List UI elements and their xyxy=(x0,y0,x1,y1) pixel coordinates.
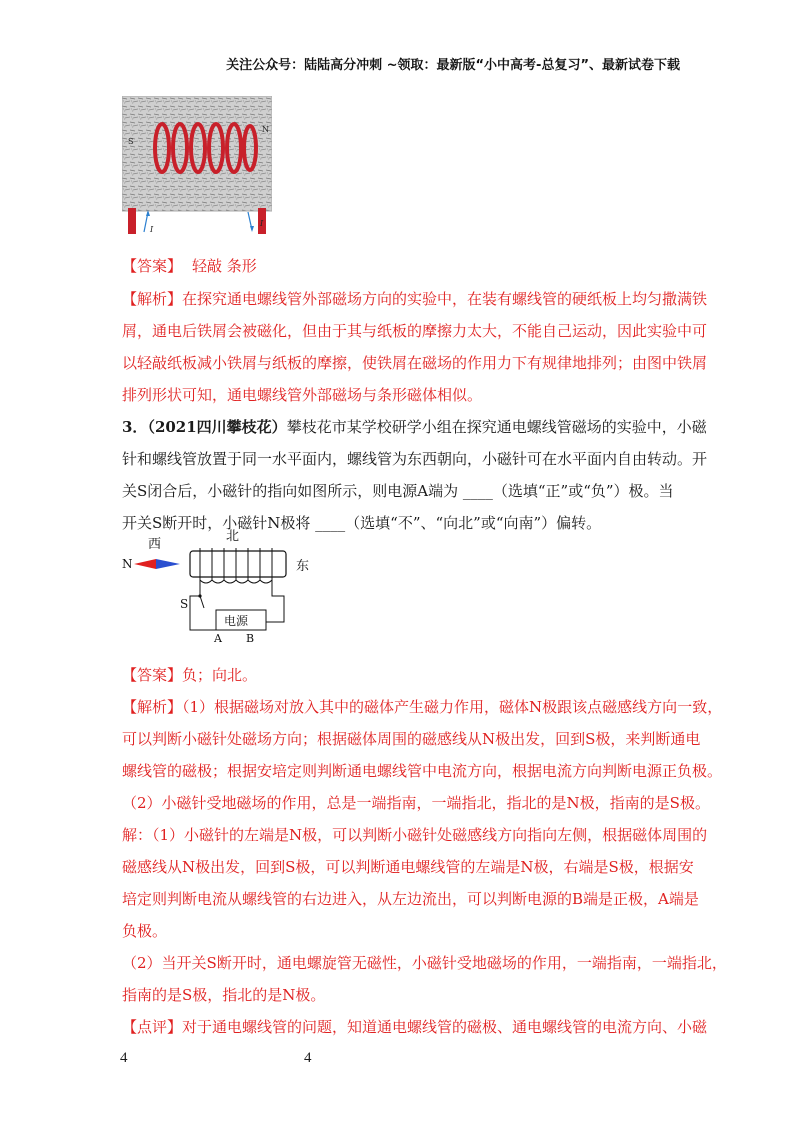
solenoid-iron-filings-photo xyxy=(122,96,272,236)
q3-question-line-2: 针和螺线管放置于同一水平面内，螺线管为东西朝向，小磁针可在水平面内自由转动。开 xyxy=(122,450,708,468)
q3-answer xyxy=(122,665,257,685)
q3-comment-text: 对于通电螺线管的问题，知道通电螺线管的磁极、通电螺线管的电流方向、小磁 xyxy=(182,1018,708,1036)
q3-analysis-line-5: 解：（1）小磁针的左端是N极，可以判断小磁针处磁感线方向指向左侧，根据磁体周围的 xyxy=(122,826,708,844)
photo-n-label: N xyxy=(262,125,269,134)
q3-comment xyxy=(122,1017,707,1037)
q3-analysis-line-4: （2）小磁针受地磁场的作用，总是一端指南，一端指北，指北的是N极，指南的是S极。 xyxy=(122,794,710,812)
q2-answer xyxy=(122,256,257,276)
q3-comment-tag: 【点评】 xyxy=(122,1018,183,1036)
needle-north-half xyxy=(134,559,156,569)
q3-analysis-line-10: 指南的是S极，指北的是N极。 xyxy=(122,986,326,1004)
q3-question-line-3: 关S闭合后，小磁针的指向如图所示，则电源A端为 ____（选填“正”或“负”）极。当 xyxy=(122,482,674,500)
q2-analysis-line-4: 排列形状可知，通电螺线管外部磁场与条形磁体相似。 xyxy=(122,386,483,404)
diagram-power-label: 电源 xyxy=(224,614,249,628)
diagram-terminal-b: B xyxy=(246,632,255,644)
q3-analysis-line-2: 可以判断小磁针处磁场方向；根据磁体周围的磁感线从N极出发，回到S极，来判断通电 xyxy=(122,730,701,748)
q3-analysis-tag: 【解析】 xyxy=(122,698,183,716)
q3-analysis-line-3: 螺线管的磁极；根据安培定则判断通电螺线管中电流方向，根据电流方向判断电源正负极。 xyxy=(122,762,723,780)
page-number-center: 4 xyxy=(304,1050,312,1066)
q3-analysis-line-7: 培定则判断电流从螺线管的右边进入，从左边流出，可以判断电源的B端是正极，A端是 xyxy=(122,890,699,908)
q2-analysis-line-2: 屑，通电后铁屑会被磁化，但由于其与纸板的摩擦力太大，不能自己运动，因此实验中可 xyxy=(122,322,708,340)
photo-current-left-label: I xyxy=(150,225,154,234)
photo-current-right-label: I xyxy=(260,219,264,228)
q3-source: （2021四川攀枝花） xyxy=(147,418,287,436)
photo-s-label: S xyxy=(128,137,134,146)
diagram-switch-label: S xyxy=(180,597,189,611)
q3-analysis-line-9: （2）当开关S断开时，通电螺旋管无磁性，小磁针受地磁场的作用，一端指南，一端指北， xyxy=(122,954,727,972)
q2-answer-tag: 【答案】 xyxy=(122,257,183,275)
q3-analysis-line-6: 磁感线从N极出发，回到S极，可以判断通电螺线管的左端是N极，右端是S极，根据安 xyxy=(122,858,694,876)
diagram-terminal-a: A xyxy=(214,632,222,644)
solenoid-circuit-diagram xyxy=(120,524,320,644)
q2-analysis-tag: 【解析】 xyxy=(122,290,183,308)
diagram-needle-n-label: N xyxy=(122,557,133,571)
q2-answer-text: 轻敲 条形 xyxy=(192,257,257,275)
needle-south-half xyxy=(156,559,180,569)
q3-question-line-1: 3．（2021四川攀枝花）攀枝花市某学校研学小组在探究通电螺线管磁场的实验中，小磁 xyxy=(122,418,707,436)
q3-analysis-line-8: 负极。 xyxy=(122,922,168,940)
q3-analysis-line-1: 【解析】（1）根据磁场对放入其中的磁体产生磁力作用，磁体N极跟该点磁感线方向一致， xyxy=(122,698,723,716)
q3-answer-tag: 【答案】 xyxy=(122,666,183,684)
diagram-east-label: 东 xyxy=(296,559,310,574)
q2-analysis-line-3: 以轻敲纸板减小铁屑与纸板的摩擦，使铁屑在磁场的作用力下有规律地排列；由图中铁屑 xyxy=(122,354,708,372)
q2-analysis-line-1: 【解析】在探究通电螺线管外部磁场方向的实验中，在装有螺线管的硬纸板上均匀撒满铁 xyxy=(122,290,708,308)
page-number-left: 4 xyxy=(120,1050,128,1066)
diagram-north-label: 北 xyxy=(226,529,240,544)
q3-answer-text: 负；向北。 xyxy=(182,666,258,684)
q3-question-line-4: 开关S断开时，小磁针N极将 ____（选填“不”、“向北”或“向南”）偏转。 xyxy=(122,514,602,532)
page-header: 关注公众号：陆陆高分冲刺 ~领取：最新版“小中高考-总复习”、最新试卷下载 xyxy=(226,58,680,73)
diagram-west-label: 西 xyxy=(148,537,162,552)
q3-number: 3． xyxy=(122,418,148,436)
